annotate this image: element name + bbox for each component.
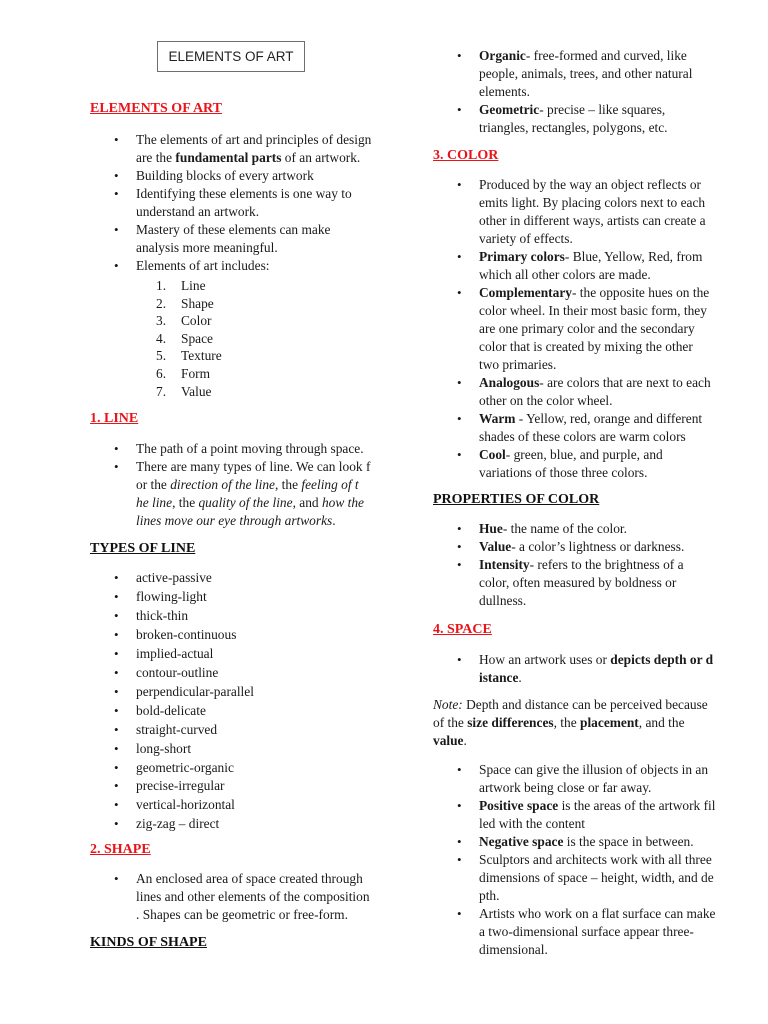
list-item: • Cool- green, blue, and purple, and variations of those three colors.	[479, 446, 749, 482]
list-item: • Geometric- precise – like squares, triangles, rectangles, polygons, etc.	[479, 101, 749, 137]
heading-kinds-of-shape: KINDS OF SHAPE	[90, 935, 207, 950]
list-item: • thick-thin	[136, 607, 376, 626]
list-item: 7. Value	[156, 383, 212, 399]
list-item: • There are many types of line. We can look f or the direction of the line, the feeling of t he line, the quality of the line, and how the lines move our eye through artworks.	[136, 458, 386, 530]
list-item: • Complementary- the opposite hues on the color wheel. In their most basic form, they are one primary color and the secondary color that is created by mixing the other two primaries.	[479, 284, 749, 374]
list-item: • Negative space is the space in between.	[479, 833, 749, 851]
list-item: • Artists who work on a flat surface can make a two-dimensional surface appear three- dimensional.	[479, 905, 749, 959]
list-item: • implied-actual	[136, 645, 376, 664]
list-item: 5. Texture	[156, 348, 222, 364]
elements-numbered-list	[156, 277, 222, 400]
list-item: • Organic- free-formed and curved, like people, animals, trees, and other natural elements.	[479, 47, 749, 101]
list-item: • Hue- the name of the color.	[479, 520, 749, 538]
heading-space: 4. SPACE	[433, 622, 492, 637]
list-item: • Warm - Yellow, red, orange and different shades of these colors are warm colors	[479, 410, 749, 446]
space-list-1	[479, 651, 749, 687]
list-item: • active-passive	[136, 569, 376, 588]
list-item: • zig-zag – direct	[136, 815, 376, 834]
space-list-2	[479, 761, 749, 959]
list-item: • precise-irregular	[136, 777, 376, 796]
note-paragraph: Note: Depth and distance can be perceived because of the size differences, the placement, and the value.	[433, 697, 708, 748]
list-item: • Elements of art includes:	[136, 257, 386, 275]
list-item: • straight-curved	[136, 721, 376, 740]
list-item: • The elements of art and principles of design are the fundamental parts of an artwork.	[136, 131, 386, 167]
color-list	[479, 176, 749, 482]
list-item: • geometric-organic	[136, 759, 376, 778]
line-list	[136, 440, 386, 530]
shape-kinds-list	[479, 47, 749, 137]
list-item: 1. Line	[156, 278, 206, 293]
list-item: • long-short	[136, 740, 376, 759]
list-item: 2. Shape	[156, 295, 214, 311]
list-item: • Positive space is the areas of the artwork fil led with the content	[479, 797, 749, 833]
types-of-line-list	[136, 569, 376, 834]
list-item: • Building blocks of every artwork	[136, 167, 386, 185]
shape-list	[136, 870, 386, 924]
list-item: • Identifying these elements is one way to understand an artwork.	[136, 185, 386, 221]
intro-list	[136, 131, 386, 275]
list-item: • bold-delicate	[136, 702, 376, 721]
list-item: • contour-outline	[136, 664, 376, 683]
list-item: • The path of a point moving through space.	[136, 440, 386, 458]
heading-elements-of-art: ELEMENTS OF ART	[90, 101, 223, 116]
list-item: • vertical-horizontal	[136, 796, 376, 815]
list-item: • broken-continuous	[136, 626, 376, 645]
list-item: • Value- a color’s lightness or darkness.	[479, 538, 749, 556]
heading-line: 1. LINE	[90, 411, 139, 426]
heading-color: 3. COLOR	[433, 148, 499, 163]
page-title: ELEMENTS OF ART	[157, 41, 305, 72]
list-item: • Mastery of these elements can make analysis more meaningful.	[136, 221, 386, 257]
properties-list	[479, 520, 749, 610]
heading-shape: 2. SHAPE	[90, 842, 151, 857]
list-item: • Analogous- are colors that are next to each other on the color wheel.	[479, 374, 749, 410]
list-item: • An enclosed area of space created through lines and other elements of the composition . Shapes can be geometric or free-form.	[136, 870, 386, 924]
list-item: 6. Form	[156, 365, 211, 381]
list-item: 3. Color	[156, 313, 212, 329]
list-item: • flowing-light	[136, 588, 376, 607]
heading-properties-of-color: PROPERTIES OF COLOR	[433, 492, 600, 507]
list-item: • Primary colors- Blue, Yellow, Red, from which all other colors are made.	[479, 248, 749, 284]
list-item: • Space can give the illusion of objects in an artwork being close or far away.	[479, 761, 749, 797]
heading-types-of-line: TYPES OF LINE	[90, 541, 196, 556]
list-item: • perpendicular-parallel	[136, 683, 376, 702]
list-item: • How an artwork uses or depicts depth or d istance.	[479, 651, 749, 687]
list-item: • Produced by the way an object reflects or emits light. By placing colors next to each other in different ways, artists can create a variety of effects.	[479, 176, 749, 248]
list-item: • Sculptors and architects work with all three dimensions of space – height, width, and de pth.	[479, 851, 749, 905]
list-item: • Intensity- refers to the brightness of a color, often measured by boldness or dullness.	[479, 556, 749, 610]
list-item: 4. Space	[156, 330, 213, 346]
